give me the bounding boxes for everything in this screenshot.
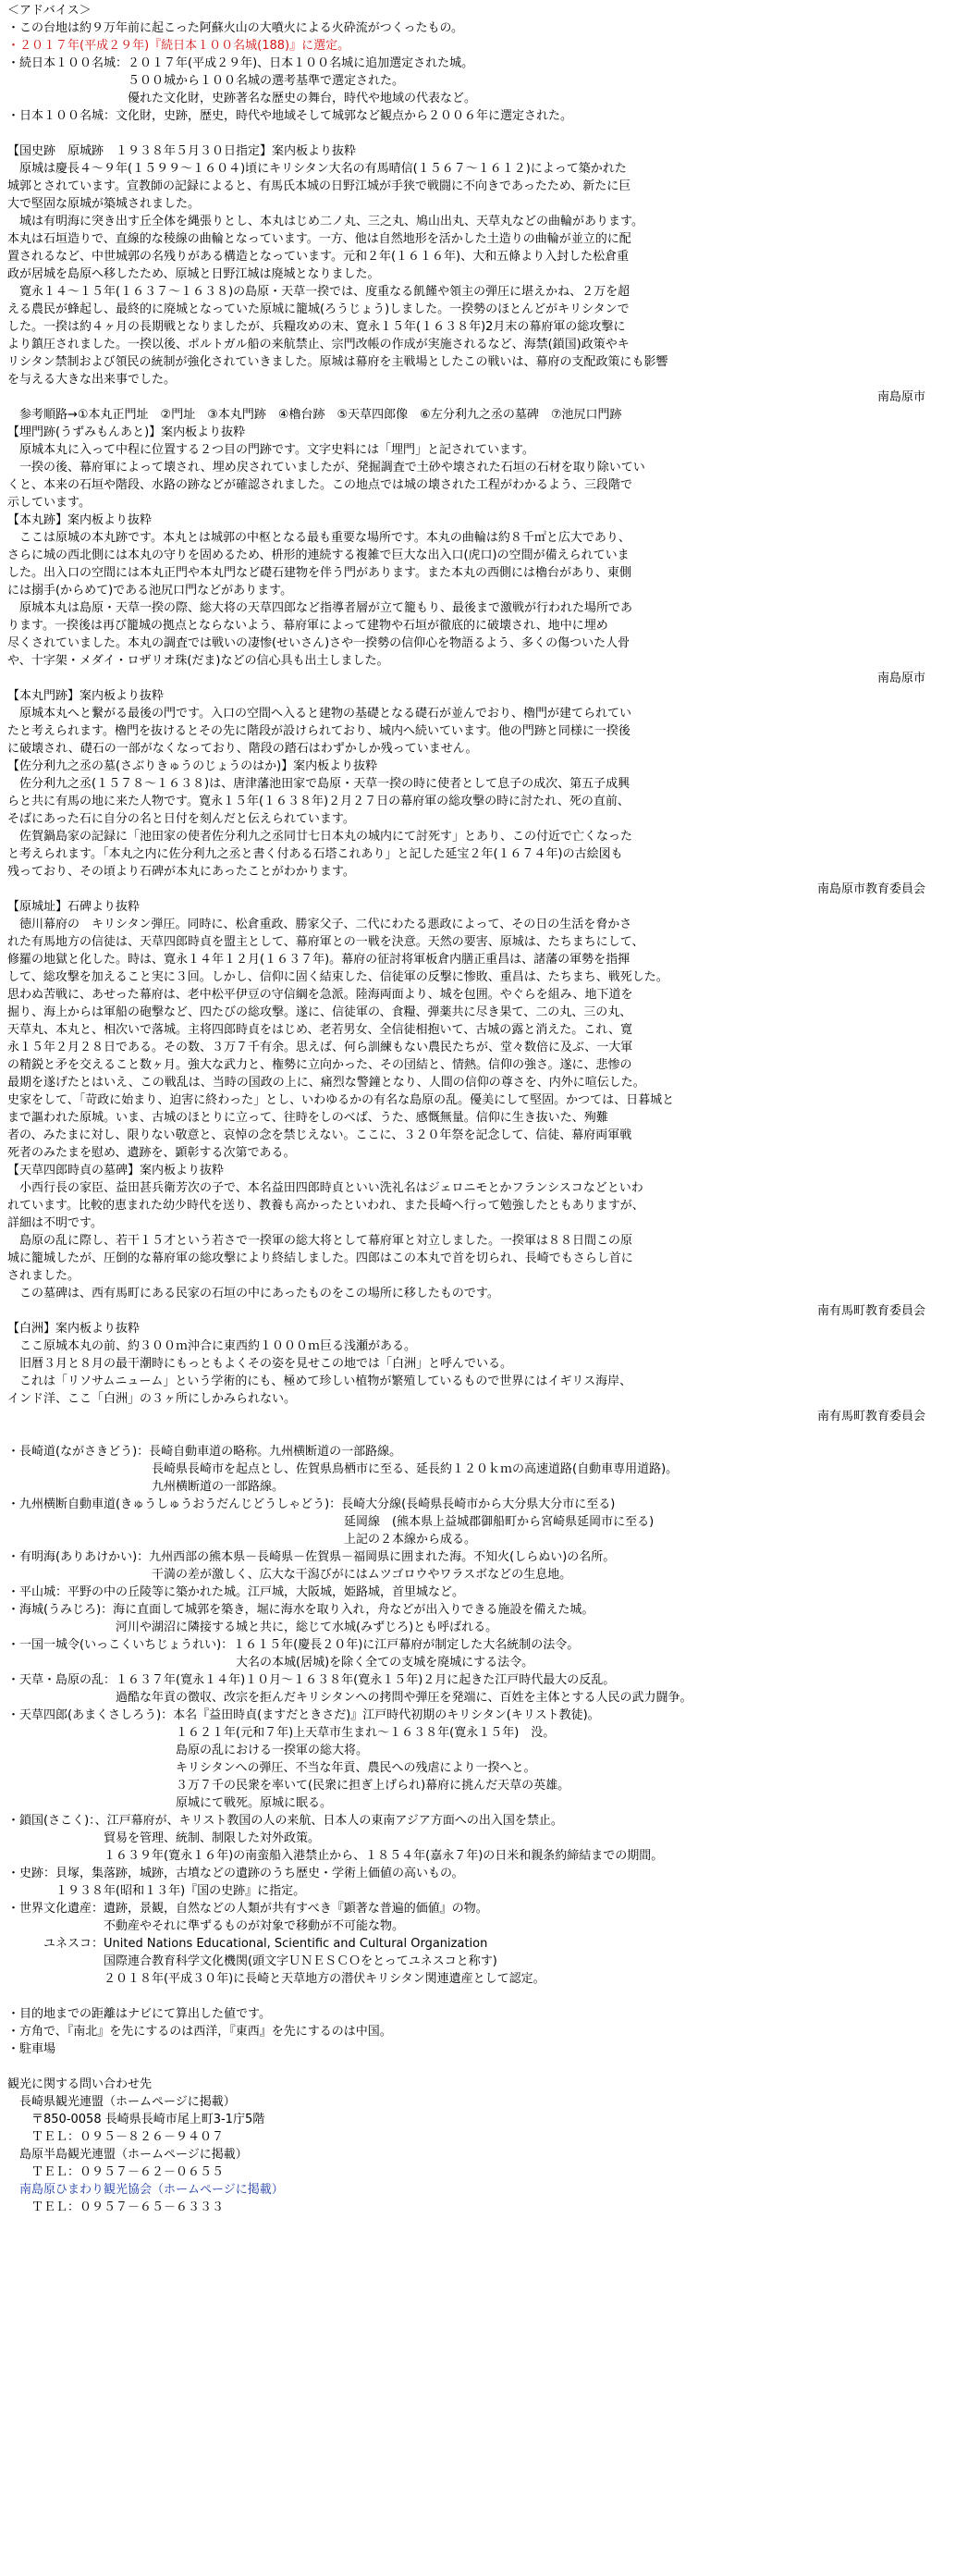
glossary-line: ・長崎道(ながさきどう)：長崎自動車道の略称。九州横断道の一部路線。 bbox=[7, 1445, 402, 1459]
glossary-line: ・鎖国(さこく)：、江戸幕府が、キリスト教国の人の来航、日本人の東南アジア方面への出入国を禁止。 bbox=[7, 1814, 563, 1828]
section-text-line: らと共に有馬の地に来た人物です。寛永１５年(１６３８年)２月２７日の幕府軍の総攻撃の時に討たれ、死の直前、 bbox=[7, 795, 630, 808]
section-text-line: れた有馬地方の信徒は、天草四郎時貞を盟主として、幕府軍との一戦を決意。天然の要害、原城は、たちまちにして、 bbox=[7, 935, 644, 949]
section-text-line: と考えられます。「本丸之内に佐分利九之丞と書く付ある石塔これあり」と記した延宝２年(１６７４年)の古絵図も bbox=[7, 847, 623, 861]
glossary-line: 九州横断道の一部路線。 bbox=[7, 1480, 285, 1494]
section-text-line: 寛永１４〜１５年(１６３７〜１６３８)の島原・天草一揆では、度重なる飢饉や領主の弾圧に堪えかね、２万を超 bbox=[7, 285, 631, 299]
glossary-line: 延岡線 (熊本県上益城郡御船町から宮崎県延岡市に至る) bbox=[7, 1515, 655, 1529]
section-text-line: 徳川幕府の キリシタン弾圧。同時に、松倉重政、勝家父子、二代にわたる悪政によって、その日の生活を脅かさ bbox=[7, 918, 632, 931]
glossary-line: １６２１年(元和７年)上天草市生まれ〜１６３８年(寛永１５年) 没。 bbox=[7, 1726, 556, 1740]
contact-line: ＴＥＬ：０９５７－６５－６３３３ bbox=[7, 2200, 225, 2214]
section-text-line: 永１５年２月２８日である。その数、３万７千有余。思えば、何ら訓練もない農民たちが、堂々数倍に及ぶ、一大軍 bbox=[7, 1041, 633, 1054]
guide-section bbox=[7, 1162, 948, 1320]
section-attribution: 南島原市教育委員会 bbox=[816, 882, 925, 896]
section-title: 【佐分利九之丞の墓(さぶりきゅうのじょうのはか)】案内板より抜粋 bbox=[7, 759, 378, 773]
contact-link[interactable]: 南島原ひまわり観光協会（ホームページに掲載） bbox=[7, 2183, 284, 2197]
section-text-line: インド洋、ここ「白洲」の３ヶ所にしかみられない。 bbox=[7, 1392, 297, 1406]
glossary-entry bbox=[7, 1548, 948, 1584]
glossary-entry bbox=[7, 1601, 948, 1636]
section-text-line: 佐分利九之丞(１５７８〜１６３８)は、唐津藩池田家で島原・天草一揆の時に使者として息子の成次、第五子成興 bbox=[7, 777, 631, 791]
glossary-line: ・史跡：貝塚，集落跡，城跡，古墳などの遺跡のうち歴史・学術上価値の高いもの。 bbox=[7, 1867, 464, 1880]
section-text-line: 城郭とされています。宣教師の記録によると、有馬氏本城の日野江城が手狭で戦闘に不向きであったため、新たに巨 bbox=[7, 179, 631, 193]
glossary-entry bbox=[7, 1707, 948, 1812]
sections-container bbox=[7, 142, 948, 1425]
section-text-line: 残っており、その頃より石碑が本丸にあったことがわかります。 bbox=[7, 865, 355, 879]
section-text-line: 一揆の後、幕府軍によって壊され、埋め戻されていましたが、発掘調査で土砂や壊された石垣の石材を取り除いてい bbox=[7, 461, 645, 475]
section-attribution: 南島原市 bbox=[876, 390, 925, 404]
glossary-line: 干満の差が激しく、広大な干潟びがにはムツゴロウやワラスボなどの生息地。 bbox=[7, 1568, 572, 1582]
section-title: 【国史跡 原城跡 １９３８年５月３０日指定】案内板より抜粋 bbox=[7, 144, 357, 158]
section-text-line: 尽くされていました。本丸の調査では戦いの凄惨(せいさん)さや一揆勢の信仰心を物語るよう、多くの傷ついた人骨 bbox=[7, 636, 631, 650]
note-line: ・目的地までの距離はナビにて算出した値です。 bbox=[7, 2007, 271, 2021]
glossary-line: 上記の２本線から成る。 bbox=[7, 1533, 477, 1547]
advice-bullet: ・この台地は約９万年前に起こった阿蘇火山の大噴火による火砕流がつくったもの。 bbox=[7, 21, 463, 35]
section-text-line: 城は有明海に突き出す丘全体を縄張りとし、本丸はじめ二ノ丸、三之丸、鳩山出丸、天草丸などの曲輪があります。 bbox=[7, 215, 643, 228]
glossary-entry bbox=[7, 1900, 948, 1988]
section-text-line: える農民が蜂起し、最終的に廃城となっていた原城に籠城(ろうじょう)しました。一揆勢のほとんどがキリシタンで bbox=[7, 302, 630, 316]
contact-line: 〒850-0058 長崎県長崎市尾上町3-1庁5階 bbox=[7, 2113, 265, 2126]
section-text-line: 原城本丸は島原・天草一揆の際、総大将の天草四郎など指導者層が立て籠もり、最後まで激戦が行われた場所であ bbox=[7, 601, 633, 615]
section-text-line: 大で堅固な原城が築城されました。 bbox=[7, 197, 201, 211]
glossary-entry bbox=[7, 1496, 948, 1548]
glossary-line: ・海城(うみじろ)：海に直面して城郭を築き，堀に海水を取り入れ，舟などが出入りできる施設を備えた城。 bbox=[7, 1603, 594, 1617]
section-text-line: ここは原城の本丸跡です。本丸とは城郭の中枢となる最も重要な場所です。本丸の曲輪は約８千㎡と広大であり、 bbox=[7, 531, 631, 545]
glossary-line: ・世界文化遺産：遺跡，景観，自然などの人類が共有すべき『顕著な普遍的価値』の物。 bbox=[7, 1902, 488, 1916]
glossary-line: 国際連合教育科学文化機関(頭文字ＵＮＥＳＣＯをとってユネスコと称す) bbox=[7, 1954, 497, 1968]
glossary-line: 大名の本城(居城)を除く全ての支城を廃城にする法令。 bbox=[7, 1656, 534, 1670]
glossary-entry bbox=[7, 1443, 948, 1496]
glossary-entry bbox=[7, 1865, 948, 1900]
section-text-line: の精鋭と矛を交えること数ヶ月。強大な武力と、権勢に立向かった、その団結と、情熱。信仰の強さ。遂に、悲惨の bbox=[7, 1058, 632, 1072]
section-text-line: 最期を遂げたとはいえ、この戦乱は、当時の国政の上に、痛烈な警鐘となり、人間の信仰の尊さを、内外に喧伝した。 bbox=[7, 1076, 645, 1090]
glossary-line: ・一国一城令(いっこくいちじょうれい)：１６１５年(慶長２０年)に江戸幕府が制定した大名統制の法令。 bbox=[7, 1638, 580, 1652]
glossary-line: 原城にて戦死。原城に眠る。 bbox=[7, 1796, 333, 1810]
glossary-line: ・有明海(ありあけかい)：九州西部の熊本県－長崎県－佐賀県－福岡県に囲まれた海。不知火(しらぬい)の名所。 bbox=[7, 1550, 616, 1564]
section-text-line: そばにあった石に自分の名と日付を刻んだと伝えられています。 bbox=[7, 812, 355, 826]
section-text-line: この墓碑は、西有馬町にある民家の石垣の中にあったものをこの場所に移したものです。 bbox=[7, 1287, 499, 1300]
guide-section bbox=[7, 142, 948, 424]
glossary-line: 不動産やそれに準ずるものが対象で移動が不可能な物。 bbox=[7, 1919, 405, 1933]
section-text-line: 詳細は不明です。 bbox=[7, 1216, 103, 1230]
glossary-line: 過酷な年貢の徴収、改宗を拒んだキリシタンへの拷問や弾圧を発端に、百姓を主体とする人民の武力闘争。 bbox=[7, 1691, 692, 1705]
section-text-line: 旧暦３月と８月の最干潮時にもっともよくその姿を見せこの地では「白洲」と呼んでいる。 bbox=[7, 1357, 513, 1371]
glossary-container bbox=[7, 1443, 948, 1988]
note-line: ・駐車場 bbox=[7, 2042, 56, 2056]
section-text-line: には搦手(からめて)である池尻口門などがあります。 bbox=[7, 584, 293, 598]
section-text-line: リシタン禁制および領民の統制が強化されていきました。原城は幕府を主戦場としたこの戦いは、幕府の支配政策にも影響 bbox=[7, 355, 668, 369]
section-attribution: 南有馬町教育委員会 bbox=[816, 1410, 925, 1424]
notes-container bbox=[7, 2005, 948, 2058]
guide-section bbox=[7, 1320, 948, 1425]
glossary-line: ユネスコ：United Nations Educational, Scientific and Cultural Organization bbox=[7, 1937, 488, 1951]
section-text-line: ここ原城本丸の前、約３００ｍ沖合に東西約１０００ｍ巨る浅瀬がある。 bbox=[7, 1339, 417, 1353]
section-text-line: より鎮圧されました。一揆以後、ポルトガル船の来航禁止、宗門改帳の作成が実施されるなど、海禁(鎖国)政策やキ bbox=[7, 338, 630, 351]
section-text-line: 島原の乱に際し、若干１５才という若さで一揆軍の総大将として幕府軍と対立しました。一揆軍は８８日間この原 bbox=[7, 1234, 633, 1248]
section-text-line: 小西行長の家臣、益田甚兵衛芳次の子で、本名益田四郎時貞といい洗礼名はジェロニモとかフランシスコなどといわ bbox=[7, 1181, 643, 1195]
advice-bullet: 優れた文化財，史跡著名な歴史の舞台，時代や地域の代表など。 bbox=[7, 92, 477, 105]
contact-line: ＴＥＬ：０９５７－６２－０６５５ bbox=[7, 2165, 225, 2179]
section-text-line: した。一揆は約４ヶ月の長期戦となりましたが、兵糧攻めの末、寛永１５年(１６３８年)2月末の幕府軍の総攻撃に bbox=[7, 320, 626, 334]
guide-section bbox=[7, 424, 948, 512]
section-text-line: 原城本丸に入って中程に位置する２つ目の門跡です。文字史料には「埋門」と記されています。 bbox=[7, 443, 534, 457]
section-text-line: 原城本丸へと繋がる最後の門です。入口の空間へ入ると建物の基礎となる礎石が並んでおり、櫓門が建てられてい bbox=[7, 707, 631, 721]
glossary-line: １９３８年(昭和１３年)『国の史跡』に指定。 bbox=[7, 1884, 306, 1898]
guide-section bbox=[7, 898, 948, 1162]
section-text-line: 城に籠城したが、圧倒的な幕府軍の総攻撃により終結しました。四郎はこの本丸で首を切られ、長崎でもさらし首に bbox=[7, 1251, 633, 1265]
section-text-line: くと、本来の石垣や階段、水路の跡などが確認されました。この地点では城の壊された工程がわかるよう、三段階で bbox=[7, 478, 633, 492]
glossary-line: ・天草・島原の乱：１６３７年(寛永１４年)１０月〜１６３８年(寛永１５年)２月に起きた江戸時代最大の反乱。 bbox=[7, 1673, 616, 1687]
section-text-line: 思わぬ苦戦に、あせった幕府は、老中松平伊豆の守信綱を急派。陸海両面より、城を包囲。やぐらを組み、地下道を bbox=[7, 988, 633, 1002]
section-text-line: 修羅の地獄と化した。時は、寛永１４年１２月(１６３７年)。幕府の征討将軍板倉内膳正重昌は、諸藩の軍勢を指揮 bbox=[7, 953, 631, 967]
section-text-line: 本丸は石垣造りで、直線的な稜線の曲輪となっています。一方、他は自然地形を活かした土造りの曲輪が並立的に配 bbox=[7, 232, 631, 246]
guide-section bbox=[7, 512, 948, 687]
section-text-line: これは「リソサムニューム」という学術的にも、極めて珍しい植物が繁殖しているもので世界にはイギリス海岸、 bbox=[7, 1374, 632, 1388]
section-text-line: れています。比較的恵まれた幼少時代を送り、教養も高かったといわれ、また長崎へ行って勉強したともありますが、 bbox=[7, 1199, 644, 1213]
section-title: 【埋門跡(うずみもんあと)】案内板より抜粋 bbox=[7, 425, 246, 439]
section-title: 【本丸跡】案内板より抜粋 bbox=[7, 513, 153, 527]
section-text-line: たと考えられます。櫓門を抜けるとその先に階段が設けられており、城内へ続いています。他の門跡と同様に一揆後 bbox=[7, 724, 631, 738]
section-route-note: 参考順路→①本丸正門址 ②門址 ③本丸門跡 ④櫓台跡 ⑤天草四郎像 ⑥左分利九之丞の墓碑 ⑦池尻口門跡 bbox=[7, 408, 622, 422]
glossary-line: 貿易を管理、統制、制限した対外政策。 bbox=[7, 1831, 321, 1845]
advice-bullet: ５００城から１００名城の選考基準で選定された。 bbox=[7, 74, 405, 88]
glossary-line: １６３９年(寛永１６年)の南蛮船入港禁止から、１８５４年(嘉永７年)の日米和親条約締結までの期間。 bbox=[7, 1849, 664, 1863]
section-text-line: されました。 bbox=[7, 1269, 80, 1283]
section-text-line: 政が居城を島原へ移したため、原城と日野江城は廃城となりました。 bbox=[7, 267, 380, 281]
advice-bullet: ・日本１００名城：文化財，史跡，歴史，時代や地域そして城郭など観点から２００６年に選定された。 bbox=[7, 109, 573, 123]
glossary-line: 河川や湖沼に隣接する城と共に，総じて水城(みずじろ)とも呼ばれる。 bbox=[7, 1621, 498, 1634]
section-text-line: 佐賀鍋島家の記録に「池田家の使者佐分利九之丞同廿七日本丸の城内にて討死す」とあり、この付近で亡くなった bbox=[7, 830, 633, 844]
section-text-line: 原城は慶長４〜９年(１５９９〜１６０４)頃にキリシタン大名の有馬晴信(１５６７〜１６１２)によって築かれた bbox=[7, 162, 627, 176]
glossary-entry bbox=[7, 1671, 948, 1707]
contact-line: 島原半島観光連盟（ホームページに掲載） bbox=[7, 2148, 248, 2162]
advice-bullet: ・続日本１００名城：２０１７年(平成２９年)、日本１００名城に追加選定された城。 bbox=[7, 56, 474, 70]
glossary-line: ３万７千の民衆を率いて(民衆に担ぎ上げられ)幕府に挑んだ天草の英雄。 bbox=[7, 1779, 570, 1793]
section-title: 【原城址】石碑より抜粋 bbox=[7, 900, 141, 914]
glossary-line: ・平山城：平野の中の丘陵等に築かれた城。江戸城，大阪城，姫路城，首里城など。 bbox=[7, 1585, 465, 1599]
section-text-line: 示しています。 bbox=[7, 496, 91, 510]
section-text-line: 天草丸、本丸と、相次いで落城。主将四郎時貞をはじめ、老若男女、全信徒相抱いて、古城の露と消えた。これ、寛 bbox=[7, 1023, 633, 1037]
section-attribution: 南有馬町教育委員会 bbox=[816, 1304, 925, 1318]
section-text-line: 掘り、海上からは軍船の砲撃など、四たびの総攻撃。遂に、信徒軍の、食糧、弾薬共に尽き果て、二の丸、三の丸、 bbox=[7, 1005, 632, 1019]
section-attribution: 南島原市 bbox=[876, 672, 925, 685]
advice-bullet-highlight: ・２０１７年(平成２９年)『続日本１００名城(188)』に選定。 bbox=[7, 39, 350, 53]
section-text-line: ります。一揆後は再び籠城の拠点とならないよう、幕府軍によって建物や石垣が徹底的に破壊され、地中に埋め bbox=[7, 619, 608, 633]
section-text-line: を与える大きな出来事でした。 bbox=[7, 373, 177, 387]
contact-line: ＴＥＬ：０９５－８２６－９４０７ bbox=[7, 2130, 225, 2144]
note-line: ・方角で、『南北』を先にするのは西洋，『東西』を先にするのは中国。 bbox=[7, 2025, 392, 2039]
glossary-line: ・天草四郎(あまくさしろう)：本名『益田時貞(ますだときさだ)』江戸時代初期のキリシタン(キリスト教徒)。 bbox=[7, 1708, 600, 1722]
section-text-line: や、十字架・メダイ・ロザリオ珠(だま)などの信心具も出土しました。 bbox=[7, 654, 389, 668]
glossary-entry bbox=[7, 1584, 948, 1601]
section-title: 【本丸門跡】案内板より抜粋 bbox=[7, 689, 165, 703]
section-text-line: 者の、みたまに対し、限りない敬意と、哀悼の念を禁じえない。ここに、３２０年祭を記念して、信徒、幕府両軍戦 bbox=[7, 1128, 632, 1142]
glossary-line: ２０１８年(平成３０年)に長崎と天草地方の潜伏キリシタン関連遺産として認定。 bbox=[7, 1972, 545, 1986]
section-text-line: 置されるなど、中世城郭の名残りがある構造となっています。元和２年(１６１６年)、大和五條より入封した松倉重 bbox=[7, 250, 630, 264]
contact-container bbox=[7, 2093, 948, 2216]
section-text-line: して、総攻撃を加えること実に３回。しかし、信仰に固く結束した、信徒軍の反撃に惨敗、重昌は、たちまち、戦死した。 bbox=[7, 970, 668, 984]
section-text-line: 死者のみたまを慰め、遺跡を、顕彰する次第である。 bbox=[7, 1146, 296, 1160]
contact-line: 長崎県観光連盟（ホームページに掲載） bbox=[7, 2095, 236, 2109]
glossary-line: キリシタンへの弾圧、不当な年貢、農民への残虐により一揆へと。 bbox=[7, 1761, 536, 1775]
section-text-line: した。出入口の空間には本丸正門や本丸門など礎石建物を伴う門があります。また本丸の西側には櫓台があり、東側 bbox=[7, 566, 631, 580]
guide-section bbox=[7, 687, 948, 758]
section-text-line: 史家をして、「苛政に始まり、迫害に終わった」とし、いわゆるかの有名な島原の乱。優美にして堅固。かつては、日暮城と bbox=[7, 1093, 675, 1107]
contact-heading: 観光に関する問い合わせ先 bbox=[7, 2077, 153, 2091]
advice-heading: ＜アドバイス＞ bbox=[7, 4, 92, 18]
guide-section bbox=[7, 758, 948, 898]
glossary-line: 長崎県長崎市を起点とし、佐賀県鳥栖市に至る、延長約１２０ｋｍの高速道路(自動車専用道路)。 bbox=[7, 1462, 679, 1476]
section-text-line: さらに城の西北側には本丸の守りを固めるため、枡形的連続する複雑で巨大な出入口(虎口)の空間が備えられていま bbox=[7, 548, 630, 562]
glossary-line: ・九州横断自動車道(きゅうしゅうおうだんじどうしゃどう)：長崎大分線(長崎県長崎市から大分県大分市に至る) bbox=[7, 1498, 616, 1511]
section-text-line: まで謳われた原城。いま、古城のほとりに立って、往時をしのべば、うた、感慨無量。信仰に生き抜いた、殉難 bbox=[7, 1111, 608, 1125]
section-title: 【白洲】案内板より抜粋 bbox=[7, 1322, 141, 1336]
glossary-entry bbox=[7, 1636, 948, 1671]
glossary-line: 島原の乱における一揆軍の総大将。 bbox=[7, 1744, 369, 1757]
section-title: 【天草四郎時貞の墓碑】案内板より抜粋 bbox=[7, 1164, 225, 1177]
section-text-line: に破壊され、礎石の一部がなくなっており、階段の踏石はわずかしか残っていません。 bbox=[7, 742, 478, 756]
glossary-entry bbox=[7, 1812, 948, 1865]
